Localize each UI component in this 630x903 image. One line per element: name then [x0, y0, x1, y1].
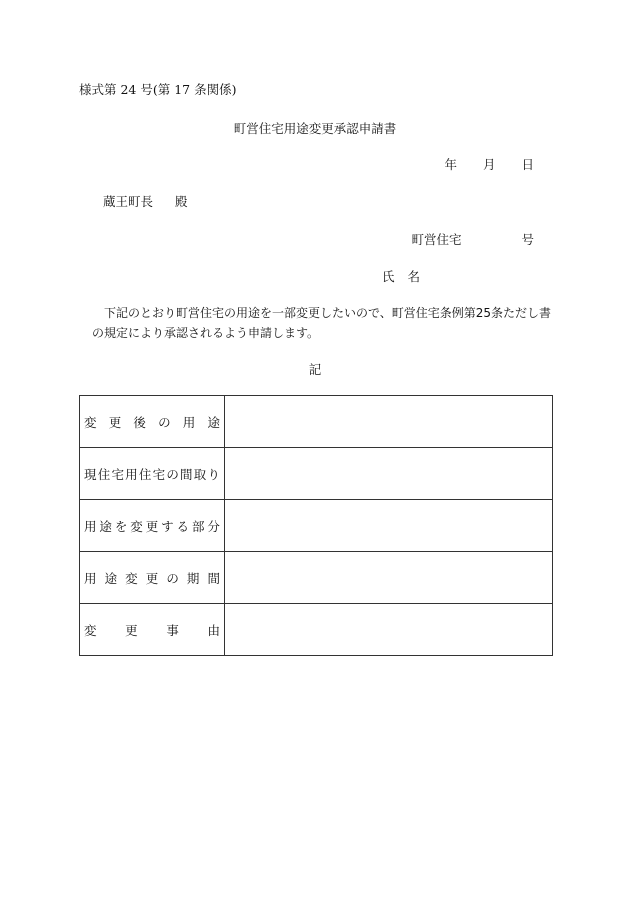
row-label-char: 用 — [125, 466, 138, 482]
row-label-cell — [80, 552, 225, 604]
row-label-char: 由 — [207, 622, 220, 638]
row-label-char: す — [161, 518, 174, 534]
table-row — [80, 500, 553, 552]
row-label-char: 間 — [207, 570, 220, 586]
row-label-char: 期 — [186, 570, 200, 586]
addressee-honorific: 殿 — [175, 194, 188, 209]
row-label-char: 用 — [84, 570, 97, 586]
row-label-char: 用 — [84, 518, 97, 534]
row-label-cell — [80, 396, 225, 448]
row-label — [80, 413, 224, 431]
row-label-char: 住 — [97, 466, 111, 482]
row-label-char: 更 — [108, 414, 122, 430]
row-label-char: 間 — [180, 466, 193, 482]
name-label-part1: 氏 — [382, 269, 395, 284]
row-value-field[interactable] — [225, 500, 553, 552]
row-label-char: 変 — [125, 570, 138, 586]
row-label-char: 現 — [84, 466, 97, 482]
row-label-char: 部 — [191, 518, 205, 534]
application-details-table — [79, 395, 553, 656]
row-label — [80, 465, 224, 483]
applicant-name-line — [382, 267, 420, 285]
row-label-char: 変 — [130, 518, 143, 534]
row-label-char: 変 — [84, 414, 97, 430]
addressee-name: 蔵王町長 — [103, 194, 154, 209]
row-label-char: 取 — [193, 466, 207, 482]
table-row — [80, 604, 553, 656]
addressee-line — [103, 192, 188, 210]
row-label-char: を — [114, 518, 128, 534]
row-label-char: 更 — [145, 518, 159, 534]
date-month-unit: 月 — [482, 157, 496, 172]
row-label-char: の — [166, 570, 179, 586]
row-label-char: 用 — [182, 414, 196, 430]
row-label-char: 住 — [138, 466, 152, 482]
date-line — [444, 155, 534, 173]
row-label-char: 事 — [166, 622, 179, 638]
row-label-char: り — [207, 466, 220, 482]
row-value-field[interactable] — [225, 552, 553, 604]
row-label-char: 宅 — [111, 466, 124, 482]
row-label — [80, 517, 224, 535]
row-label-cell — [80, 500, 225, 552]
form-number: 様式第 24 号(第 17 条関係) — [79, 82, 237, 97]
row-label-char: 更 — [125, 622, 138, 638]
table-row — [80, 552, 553, 604]
row-label — [80, 569, 224, 587]
table-row — [80, 448, 553, 500]
name-label-part2: 名 — [407, 269, 421, 284]
row-label-char: 更 — [145, 570, 159, 586]
row-label-char: 変 — [84, 622, 97, 638]
row-label-char: 途 — [99, 518, 112, 534]
row-label-cell — [80, 604, 225, 656]
row-label — [80, 621, 224, 639]
row-label-char: 途 — [207, 414, 220, 430]
date-year-unit: 年 — [444, 157, 457, 172]
row-label-char: 宅 — [152, 466, 166, 482]
ki-heading: 記 — [308, 362, 322, 377]
row-label-char: の — [158, 414, 171, 430]
row-value-field[interactable] — [225, 396, 553, 448]
table-row — [80, 396, 553, 448]
document-title: 町営住宅用途変更承認申請書 — [233, 121, 397, 136]
row-value-field[interactable] — [225, 448, 553, 500]
applicant-housing-line — [411, 230, 534, 248]
row-value-field[interactable] — [225, 604, 553, 656]
row-label-char: 分 — [207, 518, 220, 534]
row-label-char: 途 — [104, 570, 118, 586]
housing-number-suffix: 号 — [521, 232, 534, 247]
application-statement: 下記のとおり町営住宅の用途を一部変更したいので、町営住宅条例第25条ただし書の規定により承認されるよう申請します。 — [92, 306, 552, 340]
row-label-char: の — [166, 466, 179, 482]
row-label-cell — [80, 448, 225, 500]
row-label-char: る — [176, 518, 190, 534]
housing-label: 町営住宅 — [411, 232, 462, 247]
row-label-char: 後 — [133, 414, 146, 430]
date-day-unit: 日 — [521, 157, 534, 172]
